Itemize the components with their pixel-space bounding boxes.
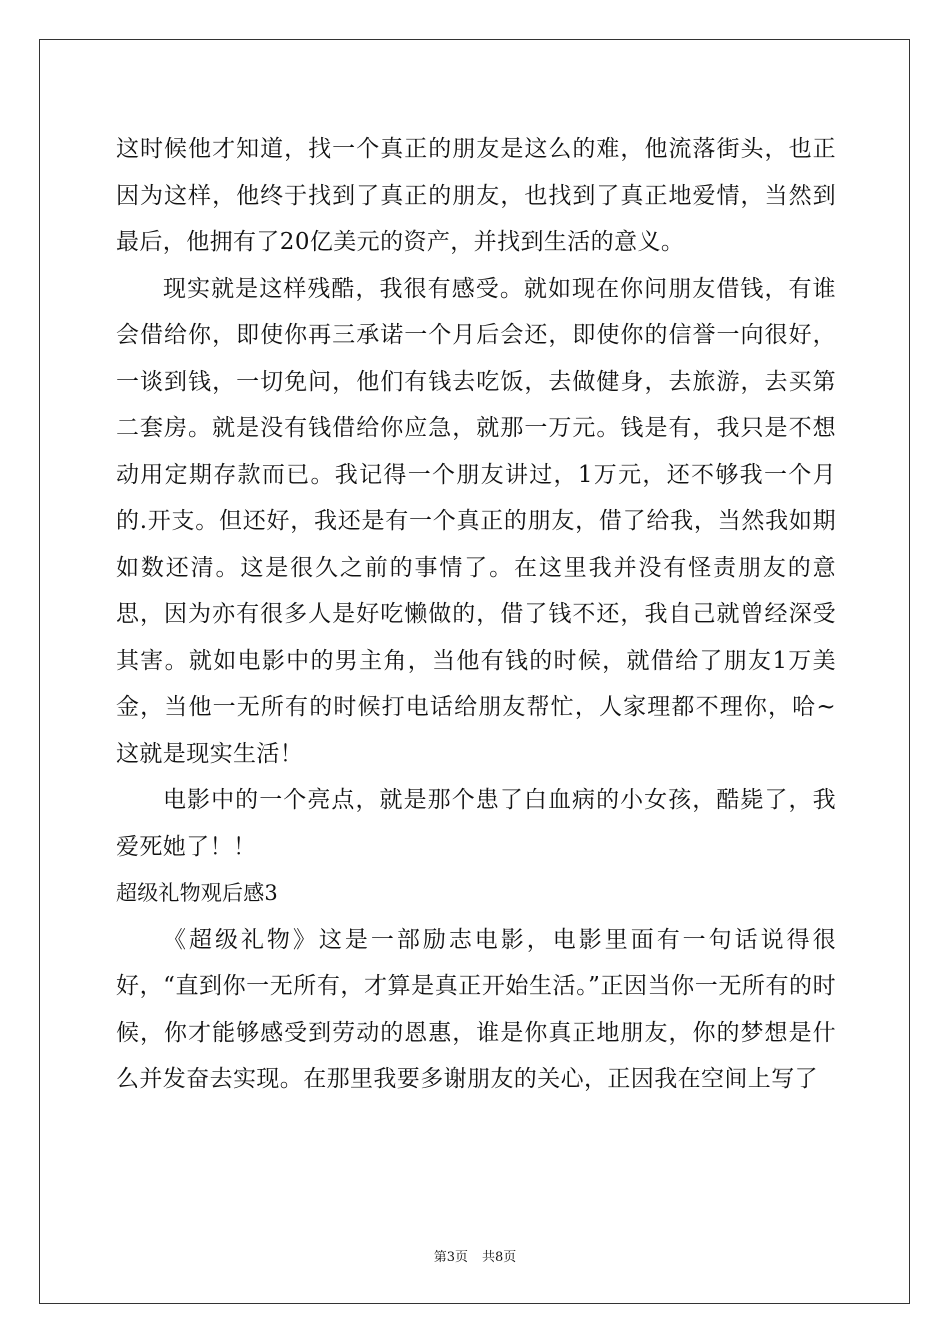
section-title: 超级礼物观后感3	[116, 881, 278, 905]
page-number: 第3页	[433, 1250, 468, 1265]
paragraph-1: 这时候他才知道，找一个真正的朋友是这么的难，他流落街头，也正因为这样，他终于找到了真正的朋友，也找到了真正地爱情，当然到最后，他拥有了20亿美元的资产，并找到生活的意义。	[116, 136, 836, 255]
document-body	[116, 126, 836, 1103]
page-total: 共8页	[482, 1250, 517, 1265]
paragraph-2: 现实就是这样残酷，我很有感受。就如现在你问朋友借钱，有谁会借给你，即使你再三承诺一个月后会还，即使你的信誉一向很好，一谈到钱，一切免问，他们有钱去吃饭，去做健身，去旅游，去买第二套房。就是没有钱借给你应急，就那一万元。钱是有，我只是不想动用定期存款而已。我记得一个朋友讲过，1万元，还不够我一个月的.开支。但还好，我还是有一个真正的朋友，借了给我，当然我如期如数还清。这是很久之前的事情了。在这里我并没有怪责朋友的意思，因为亦有很多人是好吃懒做的，借了钱不还，我自己就曾经深受其害。就如电影中的男主角，当他有钱的时候，就借给了朋友1万美金，当他一无所有的时候打电话给朋友帮忙，人家理都不理你，哈~这就是现实生活！	[116, 275, 836, 767]
page-footer	[0, 1246, 950, 1265]
section-paragraph-1: 《超级礼物》这是一部励志电影，电影里面有一句话说得很好，“直到你一无所有，才算是真正开始生活。”正因当你一无所有的时候，你才能够感受到劳动的恩惠，谁是你真正地朋友，你的梦想是什么并发奋去实现。在那里我要多谢朋友的关心，正因我在空间上写了	[116, 926, 836, 1092]
paragraph-3: 电影中的一个亮点，就是那个患了白血病的小女孩，酷毙了，我爱死她了！！	[116, 787, 836, 860]
